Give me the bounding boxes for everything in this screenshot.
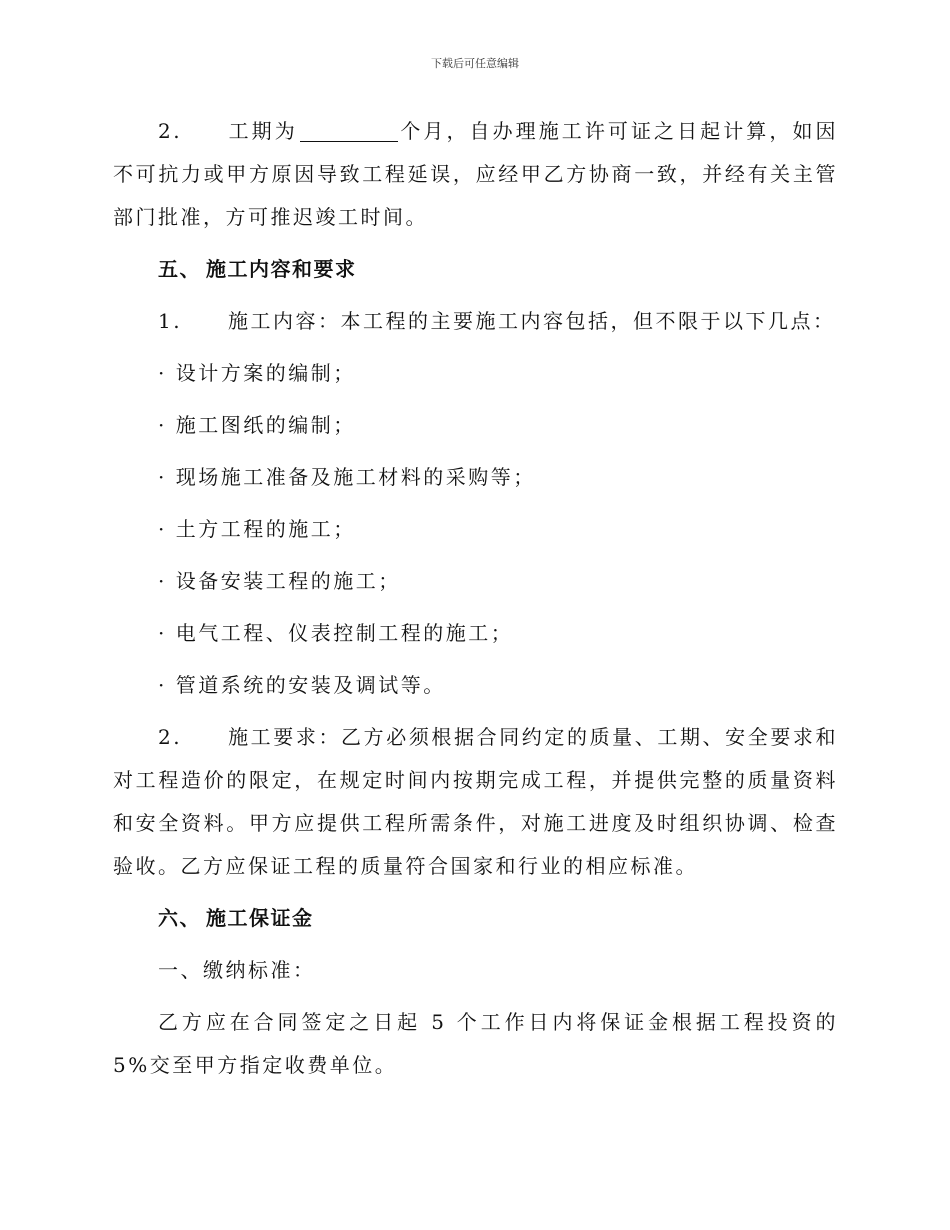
clause-4-item-2 — [113, 110, 838, 239]
clause-4-item-2-text-before: 工期为 — [228, 119, 298, 143]
section-5-item-1-number: 1. — [158, 309, 183, 333]
bullet-item: · 现场施工准备及施工材料的采购等； — [158, 465, 536, 489]
bullet-item: · 设备安装工程的施工； — [158, 569, 401, 593]
section-5-item-2-number: 2. — [158, 725, 183, 749]
bullet-item: · 管道系统的安装及调试等。 — [158, 673, 446, 697]
bullet-item: · 设计方案的编制； — [158, 361, 356, 385]
duration-blank[interactable] — [300, 117, 398, 142]
section-6-sub-text: 乙方应在合同签定之日起 5 个工作日内将保证金根据工程投资的 5%交至甲方指定收费单位。 — [113, 1010, 838, 1077]
bullet-item: · 电气工程、仪表控制工程的施工； — [158, 621, 514, 645]
document-body — [113, 110, 838, 1096]
section-5-item-1-text: 施工内容：本工程的主要施工内容包括，但不限于以下几点： — [228, 309, 836, 333]
section-6-heading — [113, 897, 838, 940]
section-6-number: 六、 — [158, 906, 201, 930]
section-5-item-1 — [113, 300, 838, 343]
section-6-title: 施工保证金 — [206, 906, 314, 930]
clause-4-item-2-text-after: 个月，自办理施工许可证之日起计算，如因不可抗力或甲方原因导致工程延误，应经甲乙方协商一致，并经有关主管部门批准，方可推迟竣工时间。 — [113, 119, 839, 229]
section-5-number: 五、 — [158, 257, 201, 281]
section-5-item-2 — [113, 716, 838, 888]
section-6-subheading: 一、缴纳标准： — [158, 958, 316, 982]
clause-4-item-2-number: 2. — [158, 119, 183, 143]
section-5-heading — [113, 248, 838, 291]
section-5-title: 施工内容和要求 — [206, 257, 357, 281]
header-note: 下载后可任意编辑 — [431, 57, 519, 70]
bullet-item: · 土方工程的施工； — [158, 517, 356, 541]
section-5-item-2-text: 施工要求：乙方必须根据合同约定的质量、工期、安全要求和对工程造价的限定，在规定时间内按期完成工程，并提供完整的质量资料和安全资料。甲方应提供工程所需条件，对施工进度及时组织协调、检查验收。乙方应保证工程的质量符合国家和行业的相应标准。 — [113, 725, 838, 878]
bullet-item: · 施工图纸的编制； — [158, 413, 356, 437]
